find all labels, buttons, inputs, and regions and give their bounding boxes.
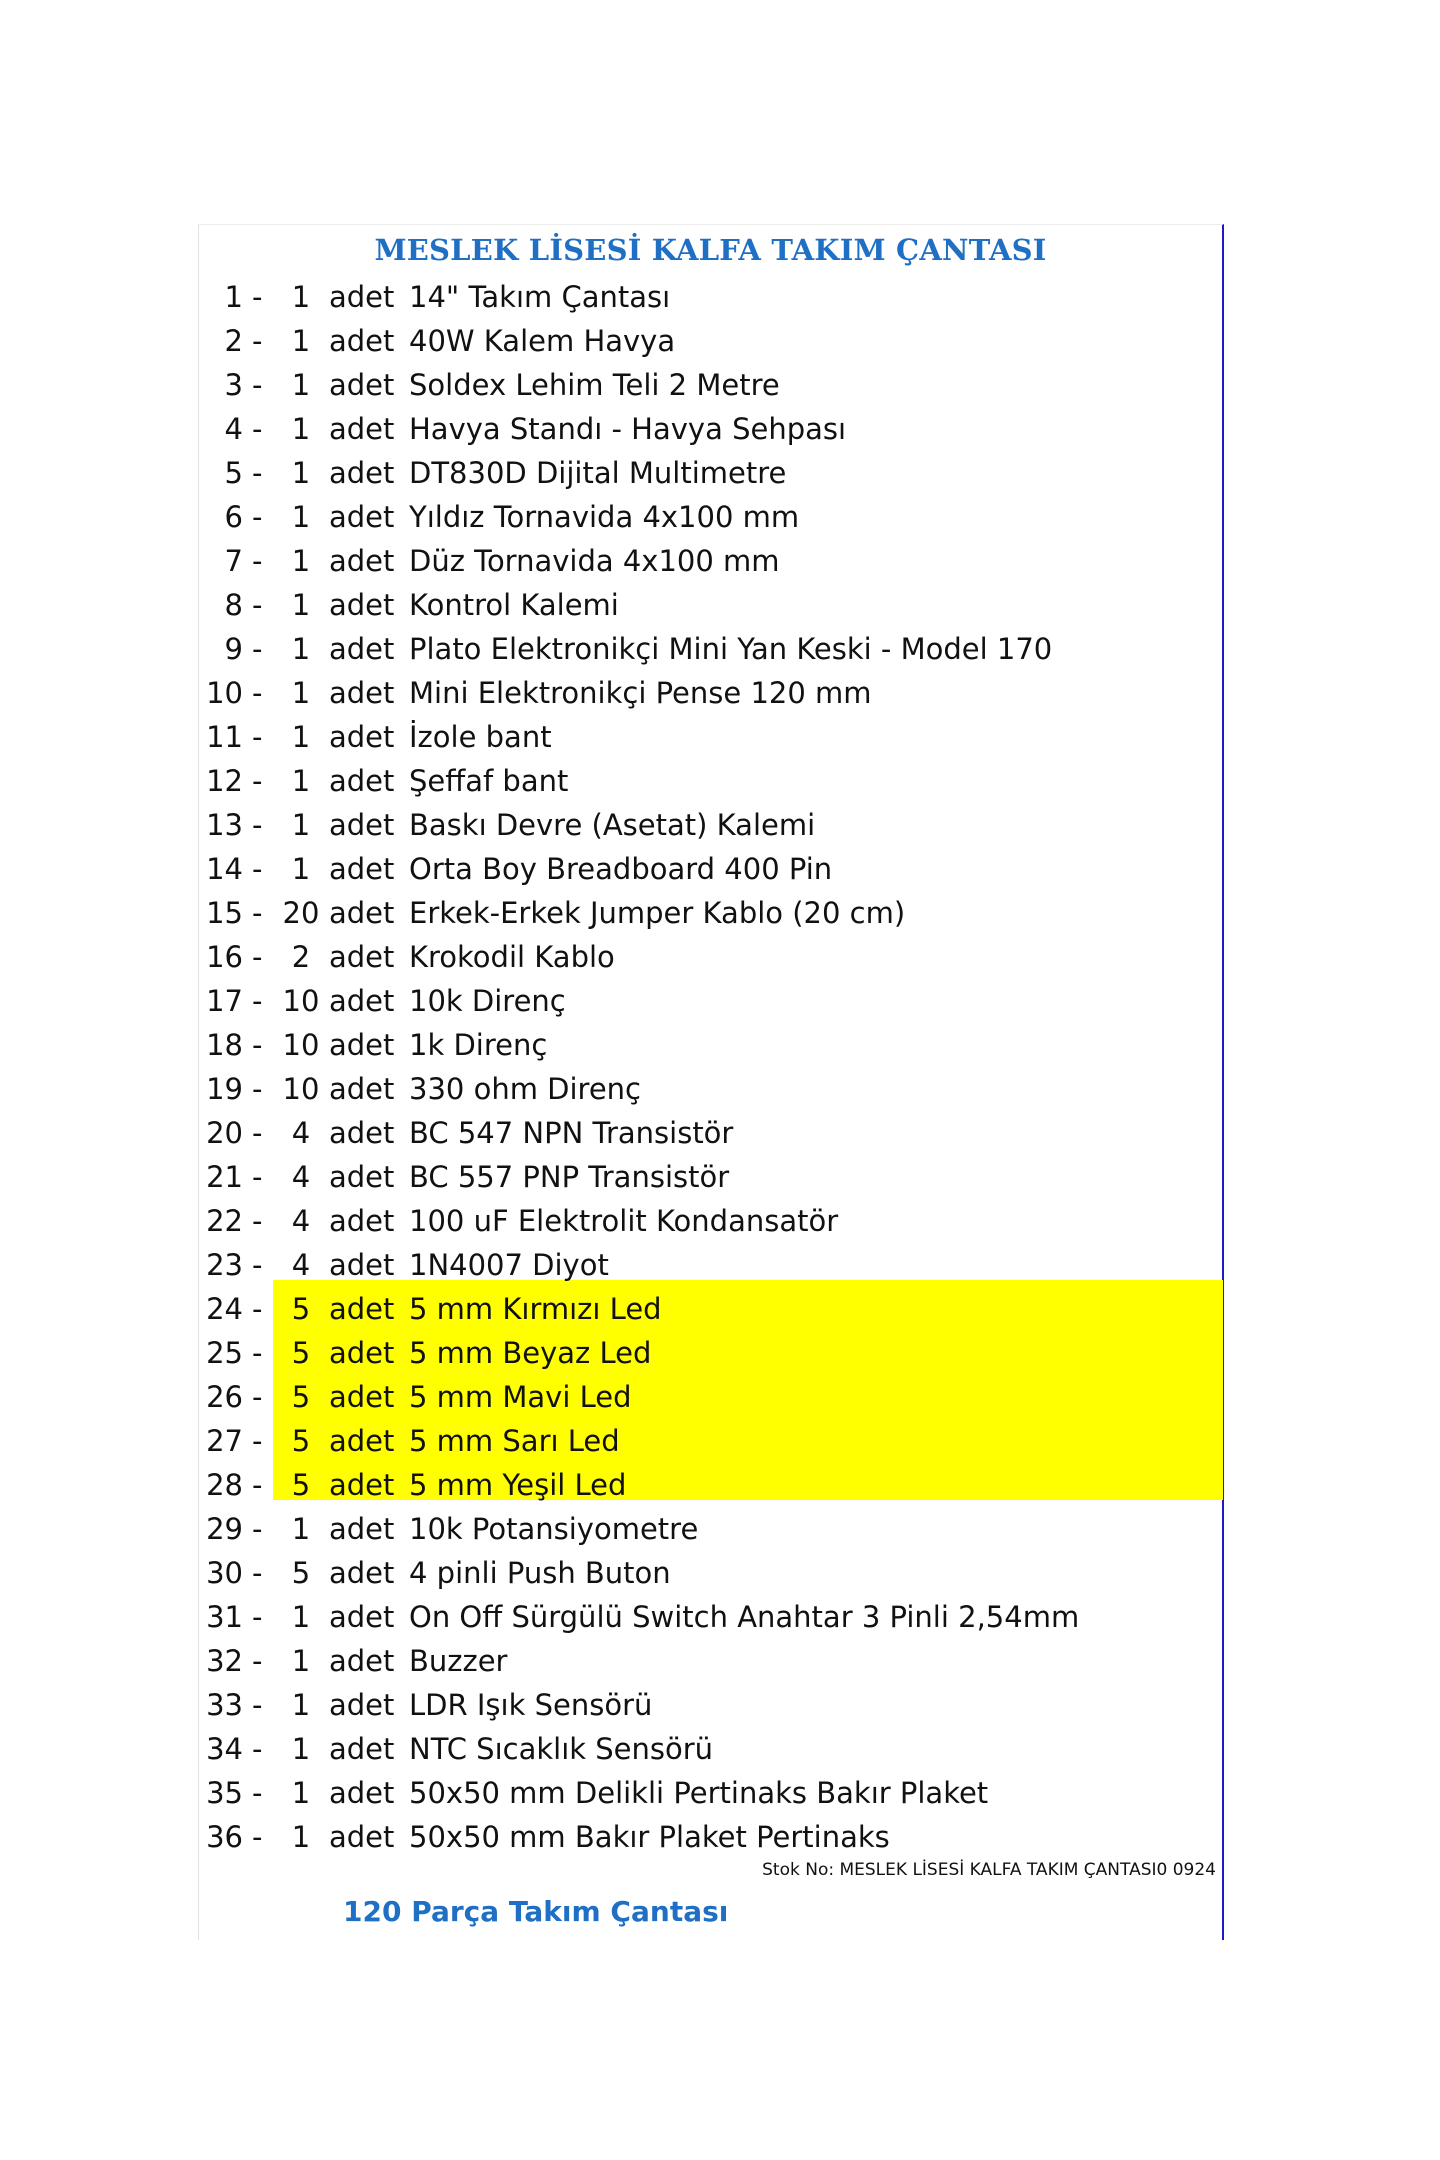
item-separator: - xyxy=(252,1292,263,1326)
item-number: 35 xyxy=(206,1776,243,1810)
list-item xyxy=(199,275,1219,319)
item-unit: adet xyxy=(329,1600,395,1634)
item-unit: adet xyxy=(329,632,395,666)
footer-total: 120 Parça Takım Çantası xyxy=(343,1895,729,1928)
item-name: LDR Işık Sensörü xyxy=(409,1688,653,1722)
item-name: BC 547 NPN Transistör xyxy=(409,1116,734,1150)
item-separator: - xyxy=(252,1776,263,1810)
item-number: 27 xyxy=(206,1424,243,1458)
item-number: 16 xyxy=(206,940,243,974)
item-number: 33 xyxy=(206,1688,243,1722)
item-name: On Off Sürgülü Switch Anahtar 3 Pinli 2,54mm xyxy=(409,1600,1080,1634)
item-number: 4 xyxy=(224,412,243,446)
item-name: 5 mm Mavi Led xyxy=(409,1380,632,1414)
list-item xyxy=(199,891,1219,935)
item-name: NTC Sıcaklık Sensörü xyxy=(409,1732,714,1766)
item-name: 5 mm Kırmızı Led xyxy=(409,1292,662,1326)
item-unit: adet xyxy=(329,368,395,402)
item-name: Kontrol Kalemi xyxy=(409,588,619,622)
list-item xyxy=(199,627,1219,671)
list-item xyxy=(199,759,1219,803)
item-number: 17 xyxy=(206,984,243,1018)
item-number: 19 xyxy=(206,1072,243,1106)
list-item xyxy=(199,1023,1219,1067)
list-item xyxy=(199,407,1219,451)
item-quantity: 1 xyxy=(291,324,311,358)
item-number: 9 xyxy=(224,632,243,666)
item-separator: - xyxy=(252,1732,263,1766)
item-quantity: 1 xyxy=(291,720,311,754)
item-separator: - xyxy=(252,1600,263,1634)
list-item xyxy=(199,715,1219,759)
item-name: 5 mm Sarı Led xyxy=(409,1424,620,1458)
list-item xyxy=(199,319,1219,363)
item-separator: - xyxy=(252,280,263,314)
item-quantity: 10 xyxy=(282,1028,320,1062)
item-unit: adet xyxy=(329,1820,395,1854)
list-item xyxy=(199,1551,1219,1595)
item-quantity: 5 xyxy=(291,1380,311,1414)
item-unit: adet xyxy=(329,1160,395,1194)
item-number: 13 xyxy=(206,808,243,842)
item-separator: - xyxy=(252,412,263,446)
item-quantity: 1 xyxy=(291,808,311,842)
item-quantity: 1 xyxy=(291,764,311,798)
item-name: 5 mm Beyaz Led xyxy=(409,1336,652,1370)
list-item xyxy=(199,363,1219,407)
item-number: 25 xyxy=(206,1336,243,1370)
item-unit: adet xyxy=(329,1116,395,1150)
item-quantity: 1 xyxy=(291,1688,311,1722)
item-number: 15 xyxy=(206,896,243,930)
item-number: 32 xyxy=(206,1644,243,1678)
item-separator: - xyxy=(252,764,263,798)
item-number: 30 xyxy=(206,1556,243,1590)
item-unit: adet xyxy=(329,544,395,578)
item-name: Yıldız Tornavida 4x100 mm xyxy=(409,500,800,534)
document-sheet xyxy=(198,224,1224,1940)
list-item xyxy=(199,1463,1219,1507)
page-title: MESLEK LİSESİ KALFA TAKIM ÇANTASI xyxy=(374,233,1047,267)
item-separator: - xyxy=(252,368,263,402)
item-name: 14" Takım Çantası xyxy=(409,280,671,314)
item-unit: adet xyxy=(329,896,395,930)
list-item xyxy=(199,1067,1219,1111)
item-quantity: 1 xyxy=(291,1820,311,1854)
item-separator: - xyxy=(252,1380,263,1414)
item-quantity: 5 xyxy=(291,1424,311,1458)
item-name: Orta Boy Breadboard 400 Pin xyxy=(409,852,833,886)
list-item xyxy=(199,1507,1219,1551)
item-unit: adet xyxy=(329,676,395,710)
item-name: Düz Tornavida 4x100 mm xyxy=(409,544,780,578)
item-separator: - xyxy=(252,1688,263,1722)
item-quantity: 1 xyxy=(291,456,311,490)
item-separator: - xyxy=(252,808,263,842)
item-number: 24 xyxy=(206,1292,243,1326)
item-name: Şeffaf bant xyxy=(409,764,569,798)
list-item xyxy=(199,1815,1219,1859)
item-number: 12 xyxy=(206,764,243,798)
item-name: DT830D Dijital Multimetre xyxy=(409,456,787,490)
list-item xyxy=(199,1155,1219,1199)
list-item xyxy=(199,1683,1219,1727)
item-number: 5 xyxy=(224,456,243,490)
item-separator: - xyxy=(252,1116,263,1150)
item-separator: - xyxy=(252,1820,263,1854)
item-number: 14 xyxy=(206,852,243,886)
item-quantity: 1 xyxy=(291,1512,311,1546)
item-name: 4 pinli Push Buton xyxy=(409,1556,671,1590)
item-quantity: 1 xyxy=(291,1600,311,1634)
item-quantity: 10 xyxy=(282,1072,320,1106)
item-list xyxy=(199,275,1219,1859)
item-number: 2 xyxy=(224,324,243,358)
item-name: İzole bant xyxy=(409,720,552,754)
item-separator: - xyxy=(252,940,263,974)
item-unit: adet xyxy=(329,1644,395,1678)
item-separator: - xyxy=(252,632,263,666)
item-unit: adet xyxy=(329,808,395,842)
item-unit: adet xyxy=(329,280,395,314)
item-separator: - xyxy=(252,1512,263,1546)
item-separator: - xyxy=(252,984,263,1018)
item-number: 26 xyxy=(206,1380,243,1414)
item-number: 7 xyxy=(224,544,243,578)
list-item xyxy=(199,1419,1219,1463)
item-name: 40W Kalem Havya xyxy=(409,324,676,358)
item-unit: adet xyxy=(329,1380,395,1414)
item-quantity: 1 xyxy=(291,1776,311,1810)
item-quantity: 1 xyxy=(291,500,311,534)
item-unit: adet xyxy=(329,764,395,798)
item-quantity: 1 xyxy=(291,588,311,622)
item-name: Soldex Lehim Teli 2 Metre xyxy=(409,368,780,402)
list-item xyxy=(199,671,1219,715)
item-separator: - xyxy=(252,1336,263,1370)
list-item xyxy=(199,1771,1219,1815)
item-name: BC 557 PNP Transistör xyxy=(409,1160,730,1194)
item-separator: - xyxy=(252,588,263,622)
item-separator: - xyxy=(252,1028,263,1062)
item-name: Erkek-Erkek Jumper Kablo (20 cm) xyxy=(409,896,906,930)
item-name: 50x50 mm Delikli Pertinaks Bakır Plaket xyxy=(409,1776,989,1810)
list-item xyxy=(199,1595,1219,1639)
item-separator: - xyxy=(252,676,263,710)
item-number: 28 xyxy=(206,1468,243,1502)
item-unit: adet xyxy=(329,1204,395,1238)
item-name: Buzzer xyxy=(409,1644,508,1678)
list-item xyxy=(199,1727,1219,1771)
item-separator: - xyxy=(252,1204,263,1238)
item-unit: adet xyxy=(329,456,395,490)
item-separator: - xyxy=(252,852,263,886)
item-number: 23 xyxy=(206,1248,243,1282)
item-number: 36 xyxy=(206,1820,243,1854)
list-item xyxy=(199,1639,1219,1683)
item-unit: adet xyxy=(329,1292,395,1326)
item-separator: - xyxy=(252,1160,263,1194)
item-unit: adet xyxy=(329,324,395,358)
item-name: Plato Elektronikçi Mini Yan Keski - Model 170 xyxy=(409,632,1053,666)
item-number: 29 xyxy=(206,1512,243,1546)
list-item xyxy=(199,1199,1219,1243)
item-name: 100 uF Elektrolit Kondansatör xyxy=(409,1204,839,1238)
item-separator: - xyxy=(252,1556,263,1590)
item-name: Mini Elektronikçi Pense 120 mm xyxy=(409,676,872,710)
item-separator: - xyxy=(252,1468,263,1502)
list-item xyxy=(199,1287,1219,1331)
item-number: 10 xyxy=(206,676,243,710)
item-unit: adet xyxy=(329,412,395,446)
item-name: 330 ohm Direnç xyxy=(409,1072,641,1106)
item-quantity: 4 xyxy=(291,1160,311,1194)
item-separator: - xyxy=(252,1644,263,1678)
stock-note: Stok No: MESLEK LİSESİ KALFA TAKIM ÇANTASI0 0924 xyxy=(762,1860,1216,1880)
item-number: 8 xyxy=(224,588,243,622)
item-quantity: 1 xyxy=(291,1732,311,1766)
item-number: 22 xyxy=(206,1204,243,1238)
list-item xyxy=(199,803,1219,847)
item-unit: adet xyxy=(329,500,395,534)
item-unit: adet xyxy=(329,1028,395,1062)
item-quantity: 5 xyxy=(291,1468,311,1502)
item-name: 1k Direnç xyxy=(409,1028,548,1062)
item-unit: adet xyxy=(329,984,395,1018)
item-separator: - xyxy=(252,1072,263,1106)
item-number: 6 xyxy=(224,500,243,534)
list-item xyxy=(199,935,1219,979)
item-number: 34 xyxy=(206,1732,243,1766)
item-separator: - xyxy=(252,720,263,754)
item-unit: adet xyxy=(329,1336,395,1370)
item-unit: adet xyxy=(329,588,395,622)
item-number: 31 xyxy=(206,1600,243,1634)
item-quantity: 4 xyxy=(291,1248,311,1282)
list-item xyxy=(199,1375,1219,1419)
item-quantity: 1 xyxy=(291,368,311,402)
item-name: Krokodil Kablo xyxy=(409,940,615,974)
item-quantity: 2 xyxy=(291,940,311,974)
item-unit: adet xyxy=(329,1512,395,1546)
item-separator: - xyxy=(252,324,263,358)
item-quantity: 5 xyxy=(291,1292,311,1326)
list-item xyxy=(199,847,1219,891)
item-name: 50x50 mm Bakır Plaket Pertinaks xyxy=(409,1820,890,1854)
item-number: 1 xyxy=(224,280,243,314)
item-quantity: 4 xyxy=(291,1204,311,1238)
item-unit: adet xyxy=(329,1072,395,1106)
item-separator: - xyxy=(252,896,263,930)
item-number: 20 xyxy=(206,1116,243,1150)
item-separator: - xyxy=(252,456,263,490)
item-quantity: 1 xyxy=(291,412,311,446)
item-number: 21 xyxy=(206,1160,243,1194)
item-separator: - xyxy=(252,544,263,578)
item-quantity: 1 xyxy=(291,280,311,314)
list-item xyxy=(199,539,1219,583)
item-number: 18 xyxy=(206,1028,243,1062)
item-unit: adet xyxy=(329,1776,395,1810)
item-quantity: 5 xyxy=(291,1336,311,1370)
item-quantity: 1 xyxy=(291,632,311,666)
item-quantity: 1 xyxy=(291,1644,311,1678)
list-item xyxy=(199,583,1219,627)
list-item xyxy=(199,979,1219,1023)
item-unit: adet xyxy=(329,852,395,886)
item-number: 3 xyxy=(224,368,243,402)
list-item xyxy=(199,1331,1219,1375)
item-separator: - xyxy=(252,1248,263,1282)
item-name: Baskı Devre (Asetat) Kalemi xyxy=(409,808,816,842)
item-quantity: 20 xyxy=(282,896,320,930)
item-quantity: 4 xyxy=(291,1116,311,1150)
list-item xyxy=(199,1243,1219,1287)
item-quantity: 10 xyxy=(282,984,320,1018)
item-separator: - xyxy=(252,1424,263,1458)
item-unit: adet xyxy=(329,1468,395,1502)
item-name: 10k Direnç xyxy=(409,984,566,1018)
item-unit: adet xyxy=(329,1732,395,1766)
item-separator: - xyxy=(252,500,263,534)
item-quantity: 1 xyxy=(291,676,311,710)
item-quantity: 1 xyxy=(291,544,311,578)
item-unit: adet xyxy=(329,1424,395,1458)
list-item xyxy=(199,495,1219,539)
item-name: 5 mm Yeşil Led xyxy=(409,1468,627,1502)
item-unit: adet xyxy=(329,1556,395,1590)
list-item xyxy=(199,1111,1219,1155)
item-number: 11 xyxy=(206,720,243,754)
item-name: 1N4007 Diyot xyxy=(409,1248,609,1282)
item-quantity: 5 xyxy=(291,1556,311,1590)
item-name: 10k Potansiyometre xyxy=(409,1512,699,1546)
list-item xyxy=(199,451,1219,495)
item-quantity: 1 xyxy=(291,852,311,886)
item-unit: adet xyxy=(329,1688,395,1722)
item-unit: adet xyxy=(329,940,395,974)
item-unit: adet xyxy=(329,720,395,754)
item-unit: adet xyxy=(329,1248,395,1282)
item-name: Havya Standı - Havya Sehpası xyxy=(409,412,847,446)
